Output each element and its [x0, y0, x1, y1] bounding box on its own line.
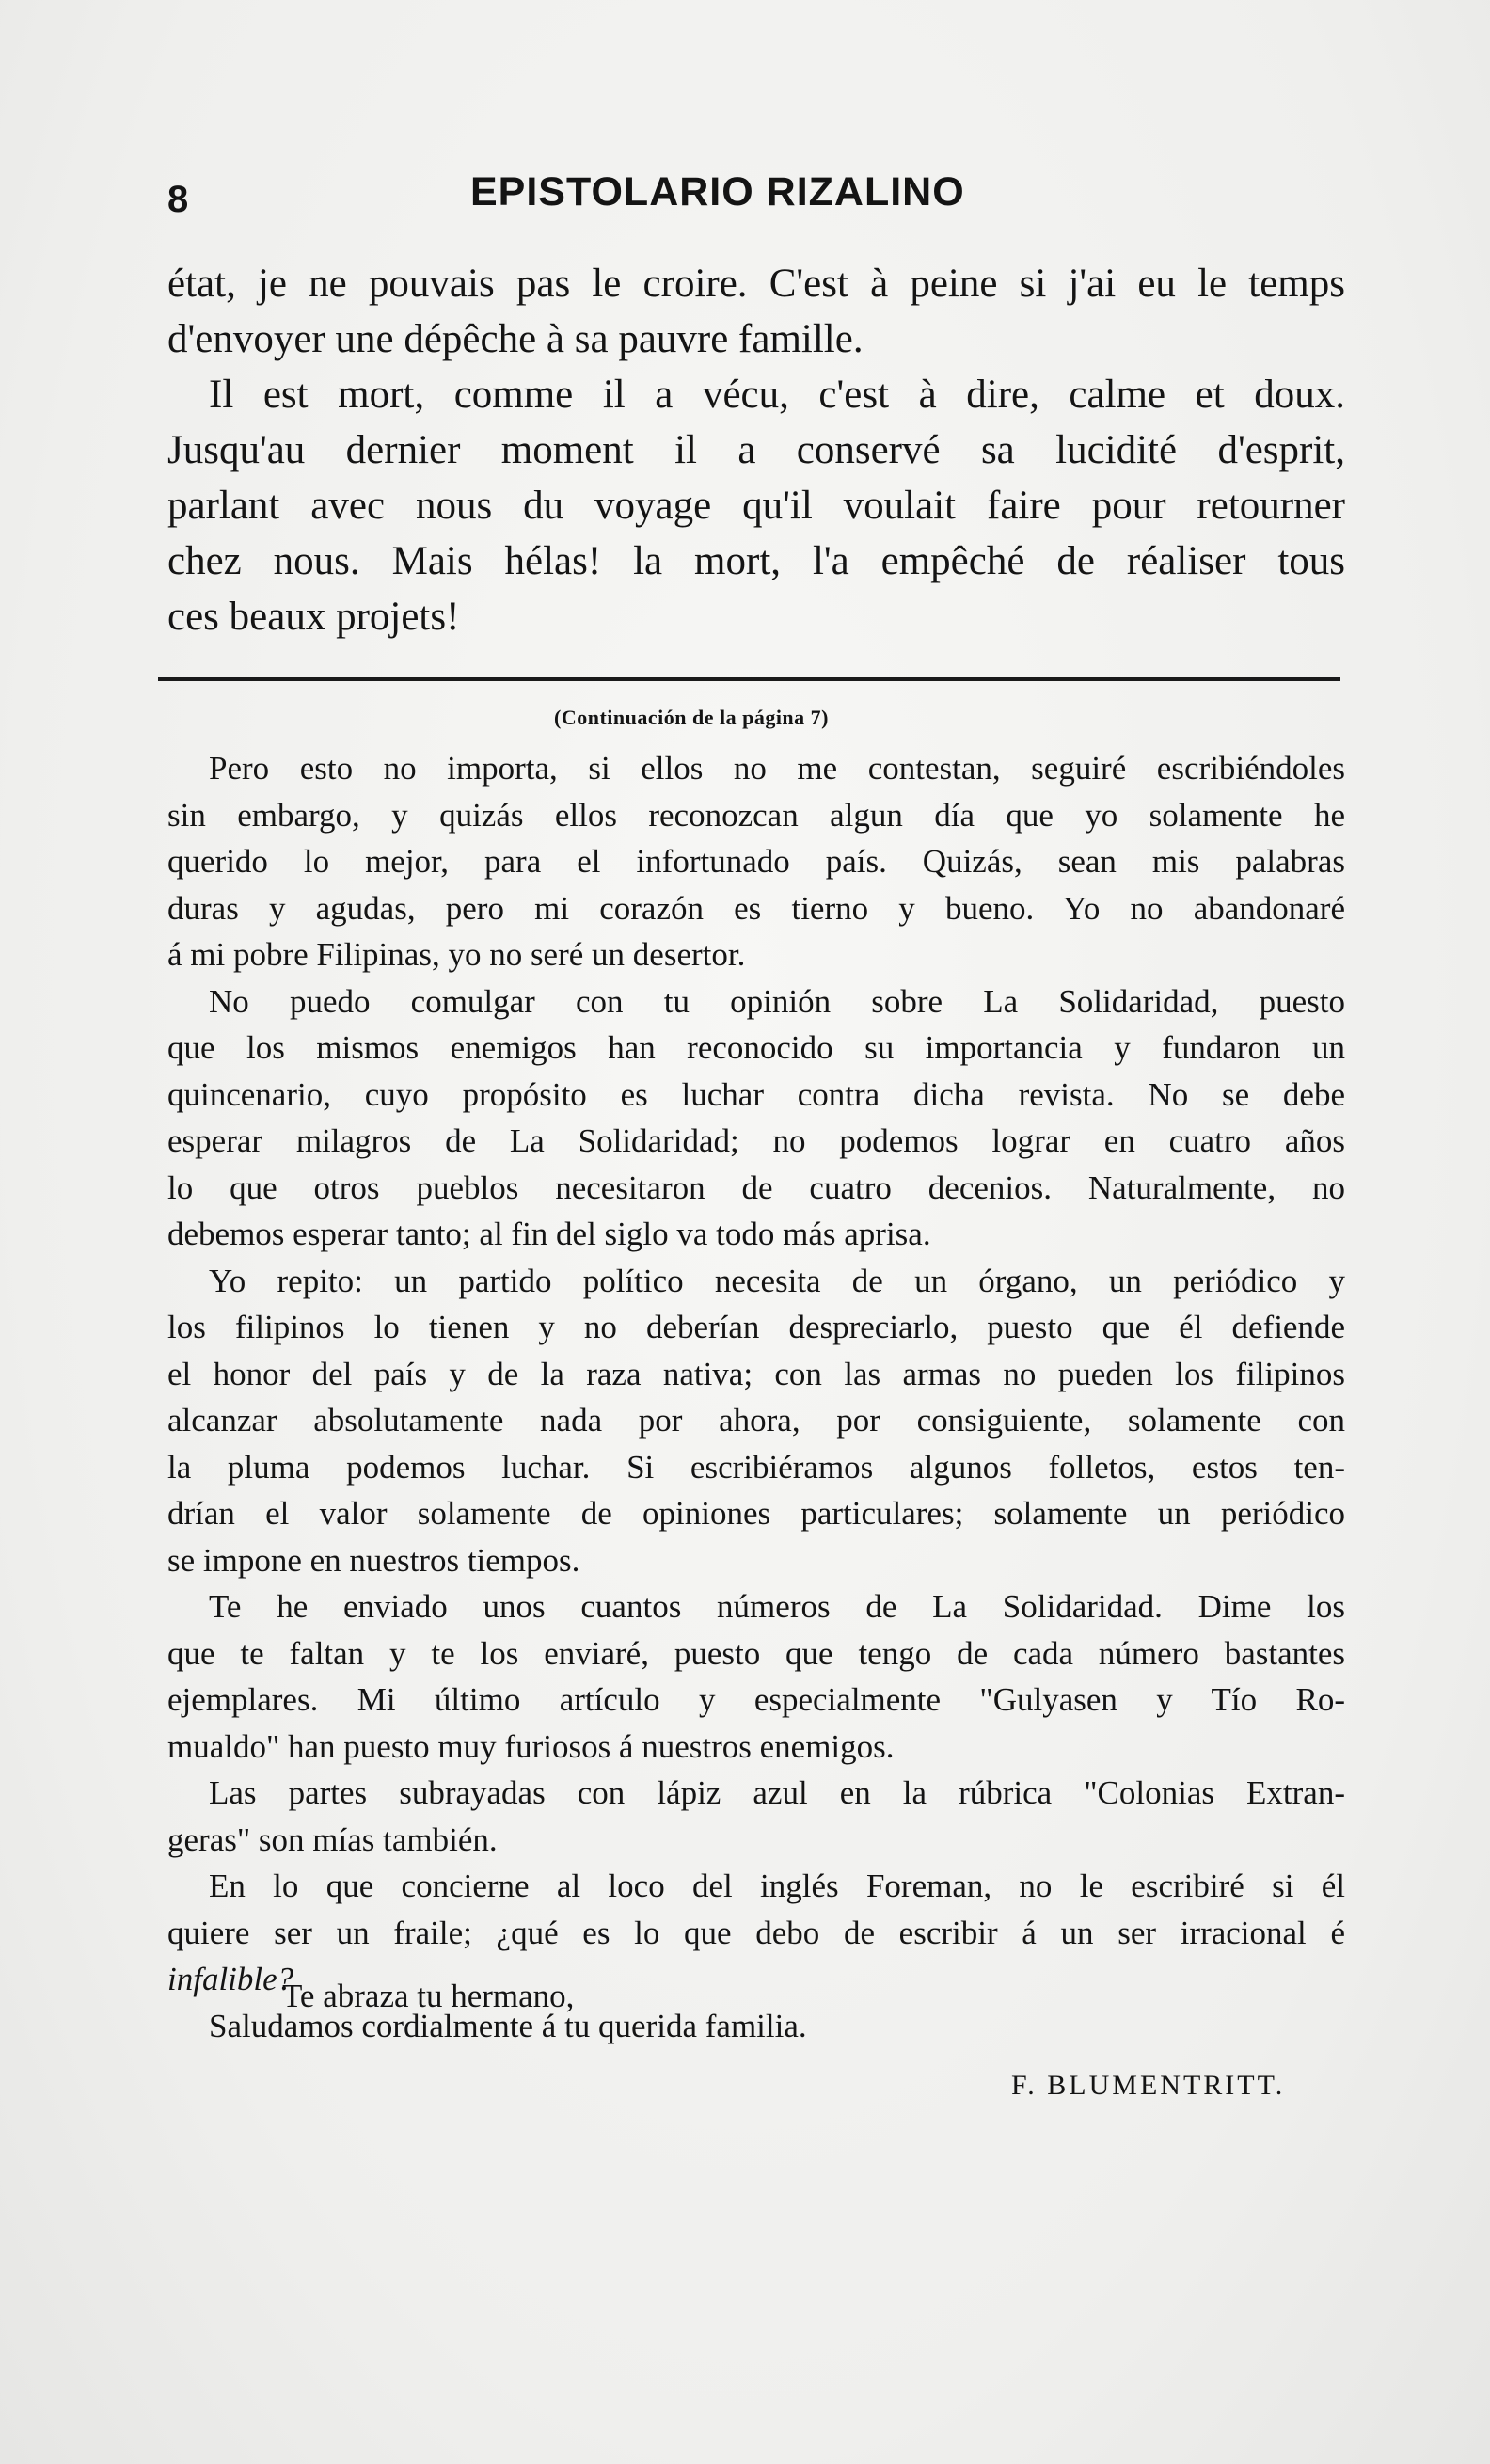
text-line: Yo repito: un partido político necesita de un órgano, un periódico y — [209, 1262, 1345, 1299]
text-line: la pluma podemos luchar. Si escribiéramos algunos folletos, estos ten- — [167, 1448, 1345, 1486]
text-line: alcanzar absolutamente nada por ahora, por consiguiente, solamente con — [167, 1402, 1345, 1439]
text-line: Saludamos cordialmente á tu querida familia. — [209, 2007, 807, 2044]
text-line: los filipinos lo tienen y no deberían despreciarlo, puesto que él defiende — [167, 1309, 1345, 1345]
text-line: No puedo comulgar con tu opinión sobre La Solidaridad, puesto — [209, 982, 1345, 1020]
text-line: esperar milagros de La Solidaridad; no podemos lograr en cuatro años — [167, 1122, 1345, 1159]
french-text-block — [167, 256, 1345, 644]
text-line: sin embargo, y quizás ellos reconozcan algun día que yo solamente he — [167, 796, 1345, 834]
text-line: infalible? — [167, 1961, 294, 1997]
text-line: d'envoyer une dépêche à sa pauvre famille. — [167, 317, 864, 361]
text-line: Jusqu'au dernier moment il a conservé sa lucidité d'esprit, — [167, 428, 1345, 472]
text-line: état, je ne pouvais pas le croire. C'est à peine si j'ai eu le temps — [167, 262, 1345, 306]
text-line: debemos esperar tanto; al fin del siglo va todo más aprisa. — [167, 1216, 931, 1252]
text-line: quincenario, cuyo propósito es luchar contra dicha revista. No se debe — [167, 1075, 1345, 1113]
continuation-note: (Continuación de la página 7) — [554, 706, 829, 729]
text-line: quiere ser un fraile; ¿qué es lo que debo de escribir á un ser irracional é — [167, 1914, 1345, 1951]
text-line: Pero esto no importa, si ellos no me contestan, seguiré escribiéndoles — [209, 750, 1345, 787]
text-line: chez nous. Mais hélas! la mort, l'a empêché de réaliser tous — [167, 539, 1345, 583]
text-line: ces beaux projets! — [167, 595, 460, 639]
closing-line — [214, 1978, 574, 2015]
text-line: ejemplares. Mi último artículo y especialmente "Gulyasen y Tío Ro- — [167, 1681, 1345, 1718]
text-line: lo que otros pueblos necesitaron de cuatro decenios. Naturalmente, no — [167, 1168, 1345, 1206]
text-line: duras y agudas, pero mi corazón es tierno y bueno. Yo no abandonaré — [167, 889, 1345, 927]
text-line: En lo que concierne al loco del inglés Foreman, no le escribiré si él — [209, 1868, 1345, 1904]
spanish-text-block — [167, 745, 1345, 2049]
text-line: que los mismos enemigos han reconocido su importancia y fundaron un — [167, 1029, 1345, 1066]
running-head: EPISTOLARIO RIZALINO — [470, 169, 965, 215]
text-line: á mi pobre Filipinas, yo no seré un desertor. — [167, 936, 746, 973]
text-line: geras" son mías también. — [167, 1820, 498, 1858]
closing-text: Te abraza tu hermano, — [282, 1978, 575, 2014]
text-line: que te faltan y te los enviaré, puesto que tengo de cada número bastantes — [167, 1634, 1345, 1672]
text-line: drían el valor solamente de opiniones particulares; solamente un periódico — [167, 1495, 1345, 1532]
text-line: querido lo mejor, para el infortunado país. Quizás, sean mis palabras — [167, 843, 1345, 880]
text-line: mualdo" han puesto muy furiosos á nuestros enemigos. — [167, 1727, 895, 1765]
text-line: el honor del país y de la raza nativa; con las armas no pueden los filipinos — [167, 1355, 1345, 1392]
section-divider — [158, 677, 1340, 681]
text-line: Las partes subrayadas con lápiz azul en la rúbrica "Colonias Extran- — [209, 1774, 1345, 1811]
text-line: Il est mort, comme il a vécu, c'est à dire, calme et doux. — [209, 373, 1345, 417]
text-line: Te he enviado unos cuantos números de La Solidaridad. Dime los — [209, 1588, 1345, 1625]
page-number: 8 — [167, 179, 189, 220]
page-header — [167, 169, 1343, 235]
text-line: parlant avec nous du voyage qu'il voulait faire pour retourner — [167, 484, 1345, 528]
signature: F. BLUMENTRITT. — [1011, 2070, 1286, 2101]
text-line: se impone en nuestros tiempos. — [167, 1541, 580, 1579]
